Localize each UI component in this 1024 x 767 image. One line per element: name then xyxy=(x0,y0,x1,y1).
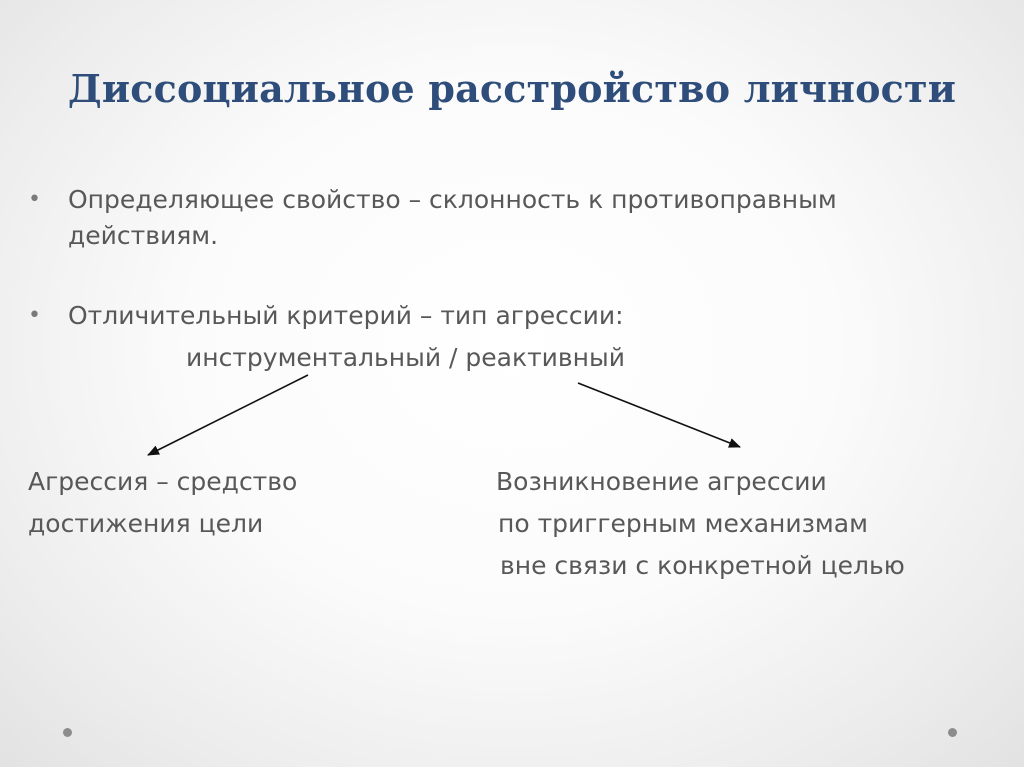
slide-title: Диссоциальное расстройство личности xyxy=(67,66,957,111)
corner-dot-right xyxy=(948,728,957,737)
aggression-types: инструментальный / реактивный xyxy=(186,343,625,372)
arrow-to-reactive xyxy=(578,383,740,447)
bullet-marker: • xyxy=(28,303,41,328)
branch-line: по триггерным механизмам xyxy=(498,509,868,538)
bullet-line: Определяющее свойство – склонность к противоправным xyxy=(68,185,837,214)
bullet-line: Отличительный критерий – тип агрессии: xyxy=(68,301,624,330)
bullet-line: действиям. xyxy=(68,221,219,250)
branch-line: вне связи с конкретной целью xyxy=(500,551,905,580)
corner-dot-left xyxy=(63,728,72,737)
branch-line: Агрессия – средство xyxy=(28,467,298,496)
branch-line: достижения цели xyxy=(28,509,264,538)
bullet-marker: • xyxy=(28,187,41,212)
arrow-to-instrumental xyxy=(148,375,308,455)
branch-line: Возникновение агрессии xyxy=(496,467,827,496)
